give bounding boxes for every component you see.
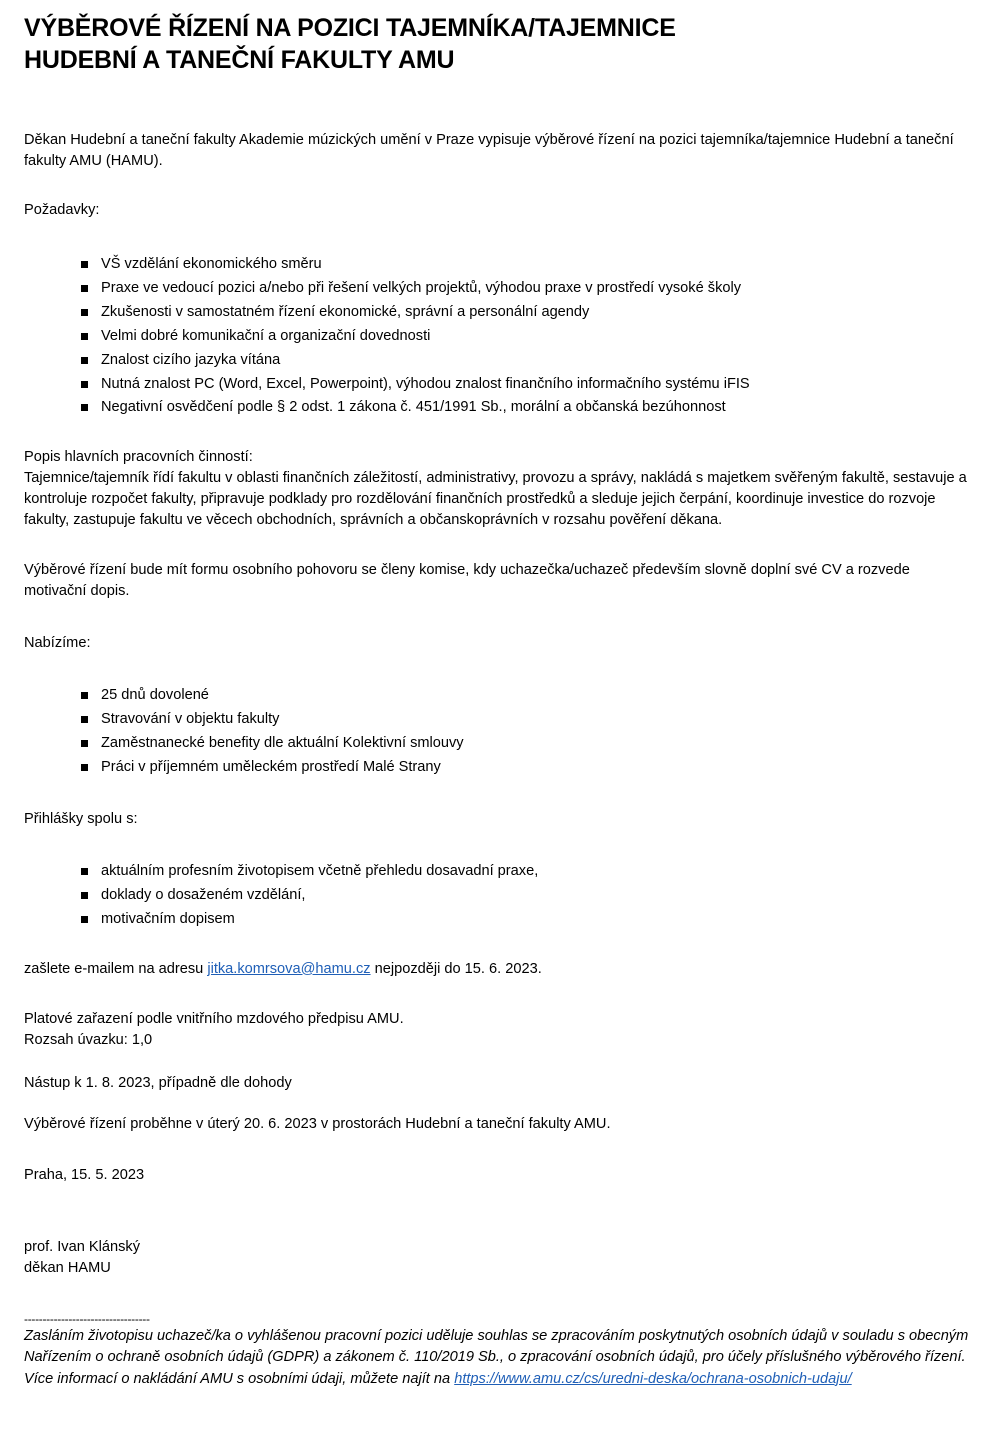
list-item: aktuálním profesním životopisem včetně přehledu dosavadní praxe, <box>101 860 974 884</box>
submit-text-before: zašlete e-mailem na adresu <box>24 960 208 977</box>
list-item: Stravování v objektu fakulty <box>101 708 974 732</box>
footnote-body: Zasláním životopisu uchazeč/ka o vyhlášenou pracovní pozici uděluje souhlas se zpracováním poskytnutých osobních údajů v souladu s obecným Nařízením o ochraně osobních údajů (GDPR) a zákonem č. 110/2019 Sb., o zpracování osobních údajů, pro účely příslušného výběrového řízení. Více informací o nakládání AMU s osobními údaji, můžete najít na <box>24 1327 969 1387</box>
signature-role: děkan HAMU <box>24 1259 111 1276</box>
list-item: Zaměstnanecké benefity dle aktuální Kolektivní smlouvy <box>101 732 974 756</box>
salary-text: Platové zařazení podle vnitřního mzdového předpisu AMU. <box>24 1010 404 1027</box>
start-text: Nástup k 1. 8. 2023, případně dle dohody <box>24 1074 292 1091</box>
submit-paragraph <box>24 959 974 980</box>
duties-heading: Popis hlavních pracovních činností: <box>24 449 253 466</box>
applications-heading: Přihlášky spolu s: <box>24 810 138 827</box>
list-item: Nutná znalost PC (Word, Excel, Powerpoint), výhodou znalost finančního informačního systému iFIS <box>101 373 974 397</box>
duties-text: Tajemnice/tajemník řídí fakultu v oblasti finančních záležitostí, administrativy, provozu a správy, nakládá s majetkem svěřeným fakultě, sestavuje a kontroluje rozpočet fakulty, připravuje podklady pro rozdělování finančních prostředků a sleduje jejich čerpání, koordinuje investice do rozvoje fakulty, zastupuje fakultu ve věcech obchodních, správních a občanskoprávních v rozsahu pověření děkana. <box>24 470 967 529</box>
applications-list <box>24 860 974 932</box>
document-page <box>24 12 974 1390</box>
signature-name: prof. Ivan Klánský <box>24 1238 140 1255</box>
footnote-text <box>24 1326 974 1391</box>
list-item: Práci v příjemném uměleckém prostředí Malé Strany <box>101 756 974 780</box>
offer-list <box>24 684 974 780</box>
gdpr-link[interactable]: https://www.amu.cz/cs/uredni-deska/ochrana-osobnich-udaju/ <box>454 1370 852 1387</box>
list-item: VŠ vzdělání ekonomického směru <box>101 253 974 277</box>
requirements-heading: Požadavky: <box>24 202 100 218</box>
document-title <box>24 12 974 76</box>
title-line-1: VÝBĚROVÉ ŘÍZENÍ NA POZICI TAJEMNÍKA/TAJEMNICE <box>24 14 676 42</box>
list-item: motivačním dopisem <box>101 908 974 932</box>
list-item: Znalost cizího jazyka vítána <box>101 349 974 373</box>
list-item: 25 dnů dovolené <box>101 684 974 708</box>
interview-paragraph: Výběrové řízení bude mít formu osobního pohovoru se členy komise, kdy uchazečka/uchazeč především slovně doplní své CV a rozvede motivační dopis. <box>24 562 910 600</box>
submit-text-after: nejpozději do 15. 6. 2023. <box>370 960 542 977</box>
list-item: Praxe ve vedoucí pozici a/nebo při řešení velkých projektů, výhodou praxe v prostředí vysoké školy <box>101 277 974 301</box>
list-item: doklady o dosaženém vzdělání, <box>101 884 974 908</box>
email-link[interactable]: jitka.komrsova@hamu.cz <box>207 960 371 977</box>
list-item: Zkušenosti v samostatném řízení ekonomické, správní a personální agendy <box>101 301 974 325</box>
offer-heading: Nabízíme: <box>24 635 91 652</box>
intro-paragraph: Děkan Hudební a taneční fakulty Akademie múzických umění v Praze vypisuje výběrové řízení na pozici tajemníka/tajemnice Hudební a taneční fakulty AMU (HAMU). <box>24 132 954 169</box>
selection-text: Výběrové řízení proběhne v úterý 20. 6. 2023 v prostorách Hudební a taneční fakulty AMU. <box>24 1115 611 1132</box>
requirements-list <box>24 253 974 420</box>
list-item: Velmi dobré komunikační a organizační dovednosti <box>101 325 974 349</box>
list-item: Negativní osvědčení podle § 2 odst. 1 zákona č. 451/1991 Sb., morální a občanská bezúhonnost <box>101 396 974 420</box>
place-date: Praha, 15. 5. 2023 <box>24 1166 145 1183</box>
title-line-2: HUDEBNÍ A TANEČNÍ FAKULTY AMU <box>24 46 455 74</box>
workload-text: Rozsah úvazku: 1,0 <box>24 1031 153 1048</box>
footnote-separator: ---------------------------------- <box>24 1311 150 1326</box>
